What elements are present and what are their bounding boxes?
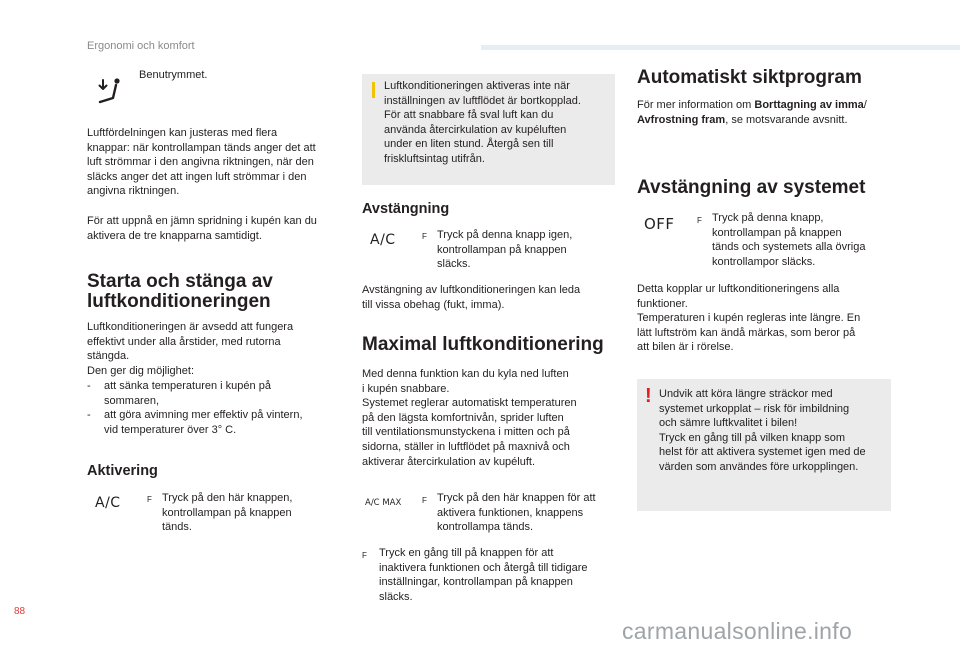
line: För att snabbare få sval luft kan du: [384, 109, 554, 122]
heading-line: luftkonditioneringen: [87, 291, 271, 312]
header-divider: [481, 45, 960, 50]
list-dash: -: [87, 409, 91, 422]
line: Luftfördelningen kan justeras med flera: [87, 127, 278, 139]
purpose-paragraph: [87, 320, 347, 378]
list-item: [87, 379, 347, 408]
line: Den ger dig möjlighet:: [87, 364, 195, 377]
line: systemet urkopplat – risk för imbildning: [659, 402, 850, 415]
warning-note: [637, 379, 891, 511]
max-ac-on-text: [437, 491, 617, 535]
line: knappar: när kontrollampan tänds anger det att: [87, 141, 316, 154]
line: till vissa obehag (fukt, imma).: [362, 298, 505, 311]
line: inaktivera funktionen och återgå till tidigare: [379, 561, 588, 574]
line: kontrollampan på knappen: [437, 243, 567, 256]
line: Tryck på denna knapp igen,: [437, 229, 573, 241]
line: angivna riktningen.: [87, 185, 180, 198]
link-defog: Borttagning av imma: [754, 99, 864, 111]
line: luft strömmar i den angivna riktningen, när den: [87, 156, 314, 169]
heading-max-ac: Maximal luftkonditionering: [362, 334, 604, 355]
line: släcks.: [379, 590, 413, 603]
list-dash: -: [87, 380, 91, 392]
line: kontrollampa tänds.: [437, 521, 533, 534]
line: Tryck på den här knappen för att: [437, 492, 596, 504]
line: släcks anger det att ingen luft strömmar i den: [87, 170, 307, 183]
line: Luftkonditioneringen aktiveras inte när: [384, 80, 570, 92]
heading-auto-visibility: Automatiskt siktprogram: [637, 67, 862, 88]
line: tänds.: [162, 521, 192, 534]
line: på den lägsta komfortnivån, sprider luften: [362, 411, 564, 424]
line: Undvik att köra längre sträckor med: [659, 388, 833, 400]
line: helst för att aktivera systemet igen med de: [659, 446, 866, 459]
ac-button-label: A/C: [370, 232, 396, 248]
line: Temperaturen i kupén regleras inte längre. En: [637, 312, 861, 325]
list-item: [87, 408, 347, 437]
shutdown-paragraph: [362, 283, 622, 312]
auto-visibility-paragraph: [637, 98, 902, 127]
line: släcks.: [437, 258, 471, 271]
line: aktivera de tre knapparna samtidigt.: [87, 229, 262, 242]
line: i kupén snabbare.: [362, 382, 450, 395]
shutdown-text: [437, 228, 617, 272]
heading-activation: Aktivering: [87, 463, 158, 479]
line: att göra avimning mer effektiv på vintern,: [104, 409, 303, 422]
text: , se motsvarande avsnitt.: [725, 113, 848, 126]
heading-shutdown: Avstängning: [362, 201, 450, 217]
line: funktioner.: [637, 297, 688, 310]
line: vid temperaturer över 3° C.: [104, 423, 237, 436]
line: effektivt under alla årstider, med rutorna: [87, 335, 281, 348]
page-number: 88: [14, 606, 26, 617]
line: Systemet reglerar automatiskt temperaturen: [362, 397, 577, 410]
line: tänds och systemets alla övriga: [712, 241, 866, 254]
heading-system-off: Avstängning av systemet: [637, 177, 866, 198]
line: kontrollampan på knappen: [712, 226, 842, 239]
line: Detta kopplar ur luftkonditioneringens alla: [637, 283, 840, 295]
max-ac-paragraph: [362, 367, 622, 469]
line: stängda.: [87, 350, 130, 363]
line: till ventilationsmunstyckena i mitten och på: [362, 426, 570, 439]
line: att bilen är i rörelse.: [637, 341, 734, 354]
line: och sämre luftkvalitet i bilen!: [659, 417, 798, 430]
line: För att uppnå en jämn spridning i kupén kan du: [87, 215, 317, 227]
line: inställningar, kontrollampan på knappen: [379, 576, 573, 589]
line: friskluftsintag utifrån.: [384, 152, 485, 165]
system-off-text: [712, 211, 902, 269]
line: Tryck en gång till på vilken knapp som: [659, 431, 846, 444]
line: lätt luftström kan ändå märkas, som beror på: [637, 326, 856, 339]
warning-text: [659, 387, 889, 475]
watermark: carmanualsonline.info: [622, 618, 853, 644]
line: under en liten stund. Återgå sen till: [384, 138, 554, 151]
line: använda återcirkulation av kupéluften: [384, 123, 567, 136]
warning-icon: !: [645, 385, 652, 407]
bullet-icon: F: [362, 551, 367, 560]
activation-text: [162, 491, 347, 535]
even-spread-paragraph: [87, 214, 347, 243]
section-title: Ergonomi och komfort: [87, 40, 195, 52]
ac-button-label: A/C: [95, 495, 121, 511]
line: sommaren,: [104, 394, 160, 407]
line: kontrollampan på knappen: [162, 506, 292, 519]
line: att sänka temperaturen i kupén på: [104, 380, 271, 392]
info-icon: [372, 82, 375, 98]
benefit-list: [87, 379, 347, 437]
bullet-icon: F: [422, 496, 427, 505]
feet-caption: Benutrymmet.: [139, 69, 208, 81]
bullet-icon: F: [422, 232, 427, 241]
line: Tryck på denna knapp,: [712, 212, 824, 224]
text: /: [863, 99, 867, 111]
ac-max-button-label: A/C MAX: [365, 498, 402, 508]
heading-start-stop: [87, 272, 273, 312]
bullet-icon: F: [697, 216, 702, 225]
line: Avstängning av luftkonditioneringen kan leda: [362, 284, 581, 296]
max-ac-off-text: [379, 546, 629, 604]
info-text: [384, 79, 612, 167]
heading-line: Starta och stänga av: [87, 271, 273, 292]
line: inställningen av luftflödet är bortkopplad.: [384, 94, 581, 107]
text: För mer information om: [637, 99, 755, 111]
line: aktiverar återcirkulation av kupéluft.: [362, 455, 536, 468]
line: värden som användes före urkopplingen.: [659, 460, 859, 473]
system-off-paragraph: [637, 282, 907, 355]
line: Luftkonditioneringen är avsedd att fungera: [87, 321, 294, 333]
line: Tryck på den här knappen,: [162, 492, 293, 504]
distribution-paragraph: [87, 126, 347, 199]
line: aktivera funktionen, knappens: [437, 506, 584, 519]
line: Med denna funktion kan du kyla ned luften: [362, 368, 569, 380]
bullet-icon: F: [147, 495, 152, 504]
feet-airflow-icon: [92, 76, 128, 108]
line: sidorna, ställer in luftflödet på maxnivå och: [362, 440, 570, 453]
off-button-label: OFF: [644, 215, 675, 233]
info-note: [362, 74, 615, 185]
link-defrost: Avfrostning fram: [637, 113, 726, 126]
line: kontrollampor släcks.: [712, 255, 816, 268]
line: Tryck en gång till på knappen för att: [379, 547, 554, 559]
